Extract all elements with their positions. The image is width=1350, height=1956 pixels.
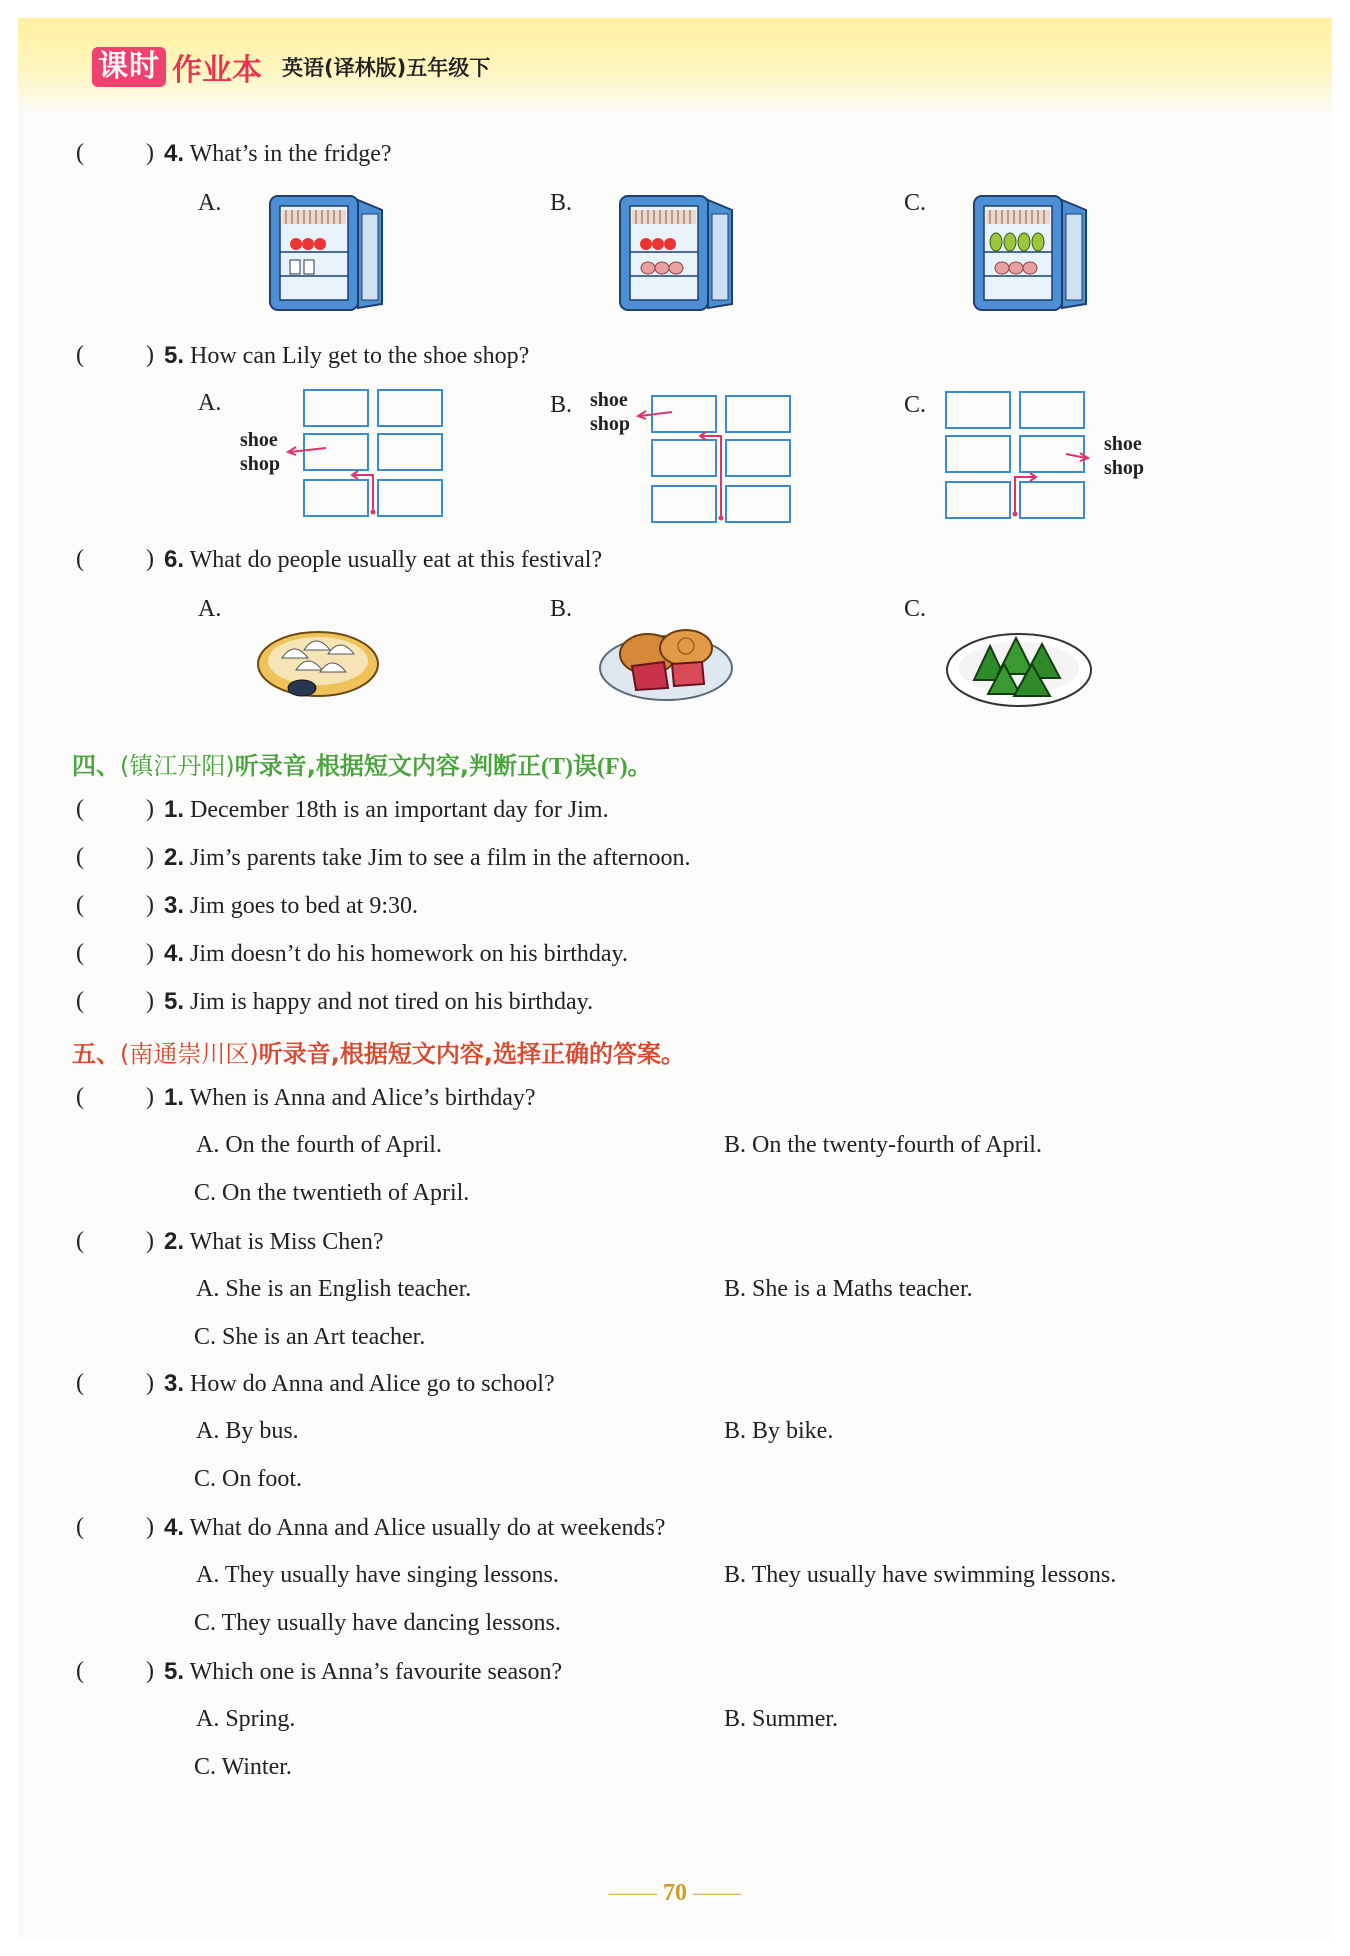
- choice-5-1-c: C. On the twentieth of April.: [194, 1180, 470, 1206]
- map-c-image: [926, 386, 1090, 526]
- choice-5-1-a: A. On the fourth of April.: [196, 1132, 442, 1158]
- fridge-c-image: [972, 192, 1090, 314]
- page-number: 70: [663, 1880, 687, 1906]
- logo-text: 作业本: [172, 53, 262, 88]
- question-5-1: 1. When is Anna and Alice’s birthday?: [164, 1084, 536, 1111]
- answer-paren-open: (: [76, 1370, 84, 1396]
- statement-4-1: 1. December 18th is an important day for Jim.: [164, 796, 609, 823]
- answer-paren-open: (: [76, 892, 84, 918]
- choice-5-3-a: A. By bus.: [196, 1418, 299, 1444]
- answer-paren-close: ): [146, 546, 154, 572]
- answer-paren-close: ): [146, 940, 154, 966]
- choice-5-2-b: B. She is a Maths teacher.: [724, 1276, 973, 1302]
- answer-paren-open: (: [76, 844, 84, 870]
- question-5-3: 3. How do Anna and Alice go to school?: [164, 1370, 555, 1397]
- choice-5-4-b: B. They usually have swimming lessons.: [724, 1562, 1117, 1588]
- section-5-heading: 五、(南通崇川区)听录音,根据短文内容,选择正确的答案。: [72, 1040, 685, 1068]
- question-p3-5: 5. How can Lily get to the shoe shop?: [164, 342, 530, 369]
- answer-paren-open: (: [76, 1228, 84, 1254]
- answer-paren-close: ): [146, 1084, 154, 1110]
- header-logo: [92, 47, 490, 87]
- map-a-image: [284, 384, 448, 524]
- statement-4-5: 5. Jim is happy and not tired on his birthday.: [164, 988, 594, 1015]
- map-b-image: [632, 390, 796, 530]
- choice-5-4-a: A. They usually have singing lessons.: [196, 1562, 559, 1588]
- choice-5-3-b: B. By bike.: [724, 1418, 834, 1444]
- question-5-4: 4. What do Anna and Alice usually do at weekends?: [164, 1514, 666, 1541]
- answer-paren-open: (: [76, 546, 84, 572]
- mooncakes-image: [598, 612, 734, 704]
- statement-4-3: 3. Jim goes to bed at 9:30.: [164, 892, 418, 919]
- option-label-b: B.: [550, 596, 573, 622]
- question-p3-6: 6. What do people usually eat at this festival?: [164, 546, 603, 573]
- zongzi-image: [944, 612, 1094, 712]
- option-label-a: A.: [198, 190, 222, 216]
- subject-title: 英语(译林版)五年级下: [282, 56, 491, 80]
- answer-paren-open: (: [76, 1658, 84, 1684]
- answer-paren-open: (: [76, 140, 84, 166]
- dumplings-image: [256, 614, 382, 710]
- answer-paren-close: ): [146, 988, 154, 1014]
- choice-5-5-b: B. Summer.: [724, 1706, 839, 1732]
- choice-5-5-a: A. Spring.: [196, 1706, 296, 1732]
- choice-5-5-c: C. Winter.: [194, 1754, 292, 1780]
- question-p3-4: 4. What’s in the fridge?: [164, 140, 392, 167]
- answer-paren-open: (: [76, 1084, 84, 1110]
- option-label-a: A.: [198, 596, 222, 622]
- fridge-a-image: [268, 192, 386, 314]
- question-5-5: 5. Which one is Anna’s favourite season?: [164, 1658, 563, 1685]
- answer-paren-open: (: [76, 1514, 84, 1540]
- map-a-label: shoe shop: [240, 429, 281, 475]
- map-b-label: shoe shop: [590, 389, 631, 435]
- answer-paren-open: (: [76, 940, 84, 966]
- choice-5-2-a: A. She is an English teacher.: [196, 1276, 472, 1302]
- answer-paren-close: ): [146, 140, 154, 166]
- answer-paren-close: ): [146, 1228, 154, 1254]
- choice-5-2-c: C. She is an Art teacher.: [194, 1324, 426, 1350]
- answer-paren-close: ): [146, 796, 154, 822]
- section-4-heading: 四、(镇江丹阳)听录音,根据短文内容,判断正(T)误(F)。: [72, 752, 652, 780]
- choice-5-1-b: B. On the twenty-fourth of April.: [724, 1132, 1042, 1158]
- answer-paren-close: ): [146, 844, 154, 870]
- answer-paren-close: ): [146, 1370, 154, 1396]
- answer-paren-close: ): [146, 892, 154, 918]
- statement-4-2: 2. Jim’s parents take Jim to see a film in the afternoon.: [164, 844, 691, 871]
- option-label-c: C.: [904, 596, 927, 622]
- page-number-footer: —— 70 ——: [609, 1880, 741, 1906]
- map-c-label: shoe shop: [1104, 433, 1145, 479]
- fridge-b-image: [618, 192, 736, 314]
- logo-badge: 课时: [92, 47, 166, 87]
- question-5-2: 2. What is Miss Chen?: [164, 1228, 384, 1255]
- answer-paren-open: (: [76, 796, 84, 822]
- option-label-b: B.: [550, 392, 573, 418]
- statement-4-4: 4. Jim doesn’t do his homework on his birthday.: [164, 940, 628, 967]
- option-label-c: C.: [904, 190, 927, 216]
- answer-paren-close: ): [146, 342, 154, 368]
- answer-paren-close: ): [146, 1658, 154, 1684]
- answer-paren-open: (: [76, 342, 84, 368]
- option-label-a: A.: [198, 390, 222, 416]
- answer-paren-open: (: [76, 988, 84, 1014]
- choice-5-3-c: C. On foot.: [194, 1466, 302, 1492]
- option-label-b: B.: [550, 190, 573, 216]
- choice-5-4-c: C. They usually have dancing lessons.: [194, 1610, 561, 1636]
- answer-paren-close: ): [146, 1514, 154, 1540]
- option-label-c: C.: [904, 392, 927, 418]
